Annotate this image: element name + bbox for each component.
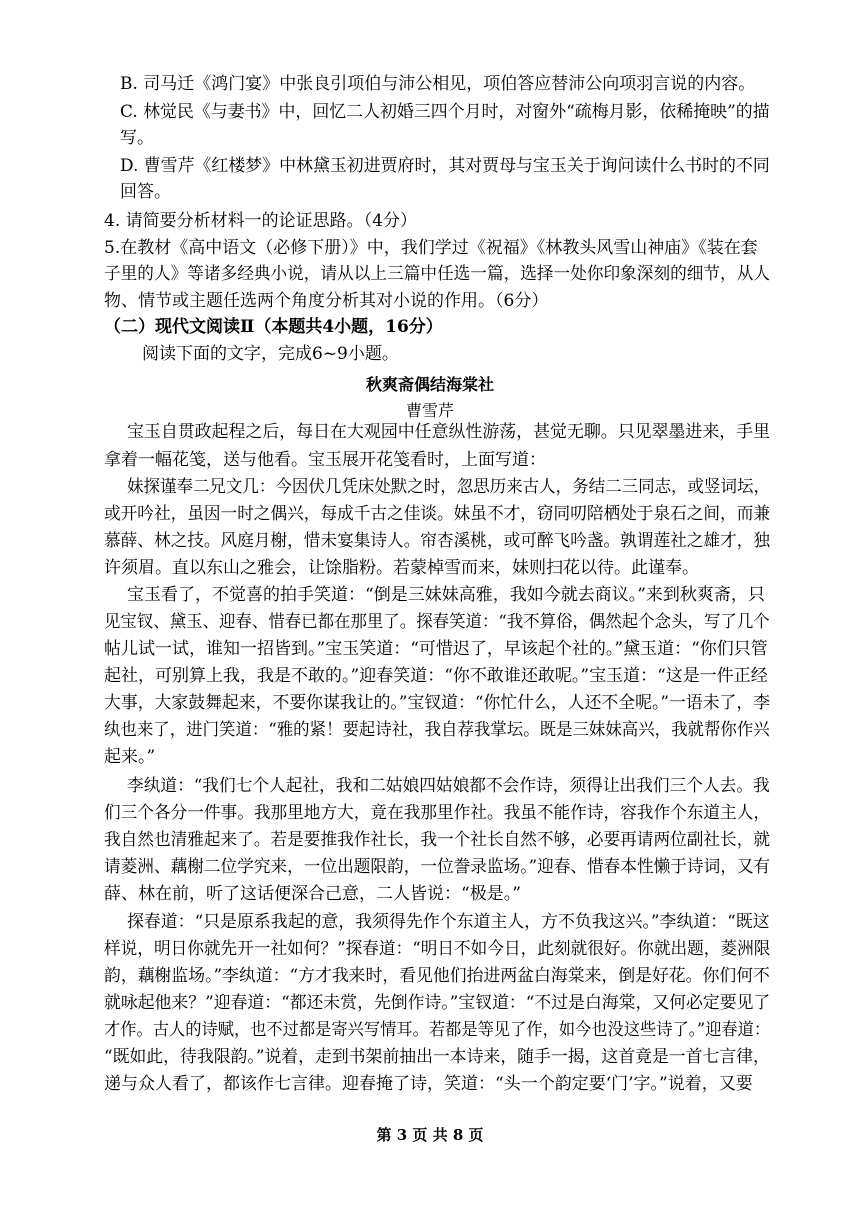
passage-line: 起来。” bbox=[104, 747, 156, 767]
passage-line: 样说，明日你就先开一社如何？”探春道：“明日不如今日，此刻就很好。你就出题，菱洲限 bbox=[104, 939, 771, 959]
passage-line: 起社，可别算上我，我是不敢的。”迎春笑道：“你不敢谁还敢呢。”宝玉道：“这是一件正经 bbox=[104, 666, 768, 686]
passage-line: 宝玉看了，不觉喜的拍手笑道：“倒是三妹妹高雅，我如今就去商议。”来到秋爽斋，只 bbox=[127, 585, 765, 605]
passage-line: 递与众人看了，都该作七言律。迎春掩了诗，笑道：“头一个韵定要‘门’字。”说着，又要 bbox=[104, 1074, 753, 1094]
passage-line: 妹探谨奉二兄文几：今因伏几凭床处默之时，忽思历来古人，务结二三同志，或竖词坛， bbox=[127, 477, 770, 497]
option-c-line2: 写。 bbox=[120, 128, 154, 148]
passage-line: 才作。古人的诗赋，也不过都是寄兴写情耳。若都是等见了作，如今也没这些诗了。”迎春道： bbox=[104, 1020, 771, 1040]
question-5-line2: 子里的人》等诸多经典小说，请从以上三篇中任选一篇，选择一处你印象深刻的细节，从人 bbox=[104, 264, 770, 284]
passage-line: “既如此，待我限韵。”说着，走到书架前抽出一本诗来，随手一揭，这首竟是一首七言律， bbox=[104, 1047, 770, 1067]
passage-line: 李纨道：“我们七个人起社，我和二姑娘四姑娘都不会作诗，须得让出我们三个人去。我 bbox=[127, 776, 770, 796]
passage-title: 秋爽斋偶结海棠社 bbox=[365, 375, 494, 394]
passage-line: 韵，藕榭监场。”李纨道：“方才我来时，看见他们抬进两盆白海棠来，倒是好花。你们何不 bbox=[104, 966, 770, 986]
question-5-line1: 5.在教材《高中语文（必修下册）》中，我们学过《祝福》《林教头风雪山神庙》《装在套 bbox=[104, 238, 758, 258]
option-d-line1: D. 曹雪芹《红楼梦》中林黛玉初进贾府时，其对贾母与宝玉关于询问读什么书时的不同 bbox=[120, 156, 770, 176]
passage-line: 或开吟社，虽因一时之偶兴，每成千古之佳谈。妹虽不才，窃同叨陪栖处于泉石之间，而兼 bbox=[104, 504, 770, 524]
passage-line: 许须眉。直以东山之雅会，让馀脂粉。若蒙棹雪而来，妹则扫花以待。此谨奉。 bbox=[104, 558, 699, 578]
option-b: B. 司马迁《鸿门宴》中张良引项伯与沛公相见，项伯答应替沛公向项羽言说的内容。 bbox=[120, 74, 756, 94]
passage-line: 请菱洲、藕榭二位学究来，一位出题限韵，一位誊录监场。”迎春、惜春本性懒于诗词，又有 bbox=[104, 857, 771, 877]
passage-line: 探春道：“只是原系我起的意，我须得先作个东道主人，方不负我这兴。”李纨道：“既这 bbox=[127, 912, 770, 932]
passage-line: 慕薛、林之技。风庭月榭，惜未宴集诗人。帘杏溪桃，或可醉飞吟盏。孰谓莲社之雄才，独 bbox=[104, 531, 770, 551]
passage-line: 大事，大家鼓舞起来，不要你谋我让的。”宝钗道：“你忙什么，人还不全呢。”一语未了，李 bbox=[104, 693, 771, 713]
instruction: 阅读下面的文字，完成6~9小题。 bbox=[142, 344, 399, 364]
page-footer: 第 3 页 共 8 页 bbox=[376, 1126, 484, 1144]
passage-line: 见宝钗、黛玉、迎春、惜春已都在那里了。探春笑道：“我不算俗，偶然起个念头，写了几个 bbox=[104, 612, 770, 632]
passage-line: 就咏起他来？”迎春道：“都还未赏，先倒作诗。”宝钗道：“不过是白海棠，又何必定要见了 bbox=[104, 993, 771, 1013]
passage-line: 帖儿试一试，谁知一招皆到。”宝玉笑道：“可惜迟了，早该起个社的。”黛玉道：“你们只管 bbox=[104, 639, 768, 659]
passage-line: 我自然也清雅起来了。若是要推我作社长，我一个社长自然不够，必要再请两位副社长，就 bbox=[104, 830, 770, 850]
option-d-line2: 回答。 bbox=[120, 182, 171, 202]
question-4: 4. 请简要分析材料一的论证思路。（4分） bbox=[104, 211, 417, 231]
section-title: （二）现代文阅读Ⅱ（本题共4小题，16分） bbox=[104, 317, 443, 337]
question-5-line3: 物、情节或主题任选两个角度分析其对小说的作用。（6分） bbox=[104, 291, 549, 311]
option-c-line1: C. 林觉民《与妻书》中，回忆二人初婚三四个月时，对窗外“疏梅月影，依稀掩映”的描 bbox=[120, 102, 770, 122]
passage-line: 宝玉自贯政起程之后，每日在大观园中任意纵性游荡，甚觉无聊。只见翠墨进来，手里 bbox=[127, 422, 771, 442]
passage-author: 曹雪芹 bbox=[405, 401, 454, 420]
passage-line: 薛、林在前，听了这话便深合己意，二人皆说：“极是。” bbox=[104, 884, 521, 904]
passage-line: 纨也来了，进门笑道：“雅的紧！要起诗社，我自荐我掌坛。既是三妹妹高兴，我就帮你作兴 bbox=[104, 720, 770, 740]
passage-line: 拿着一幅花笺，送与他看。宝玉展开花笺看时，上面写道： bbox=[104, 450, 546, 470]
passage-line: 们三个各分一件事。我那里地方大，竟在我那里作社。我虽不能作诗，容我作个东道主人， bbox=[104, 803, 770, 823]
